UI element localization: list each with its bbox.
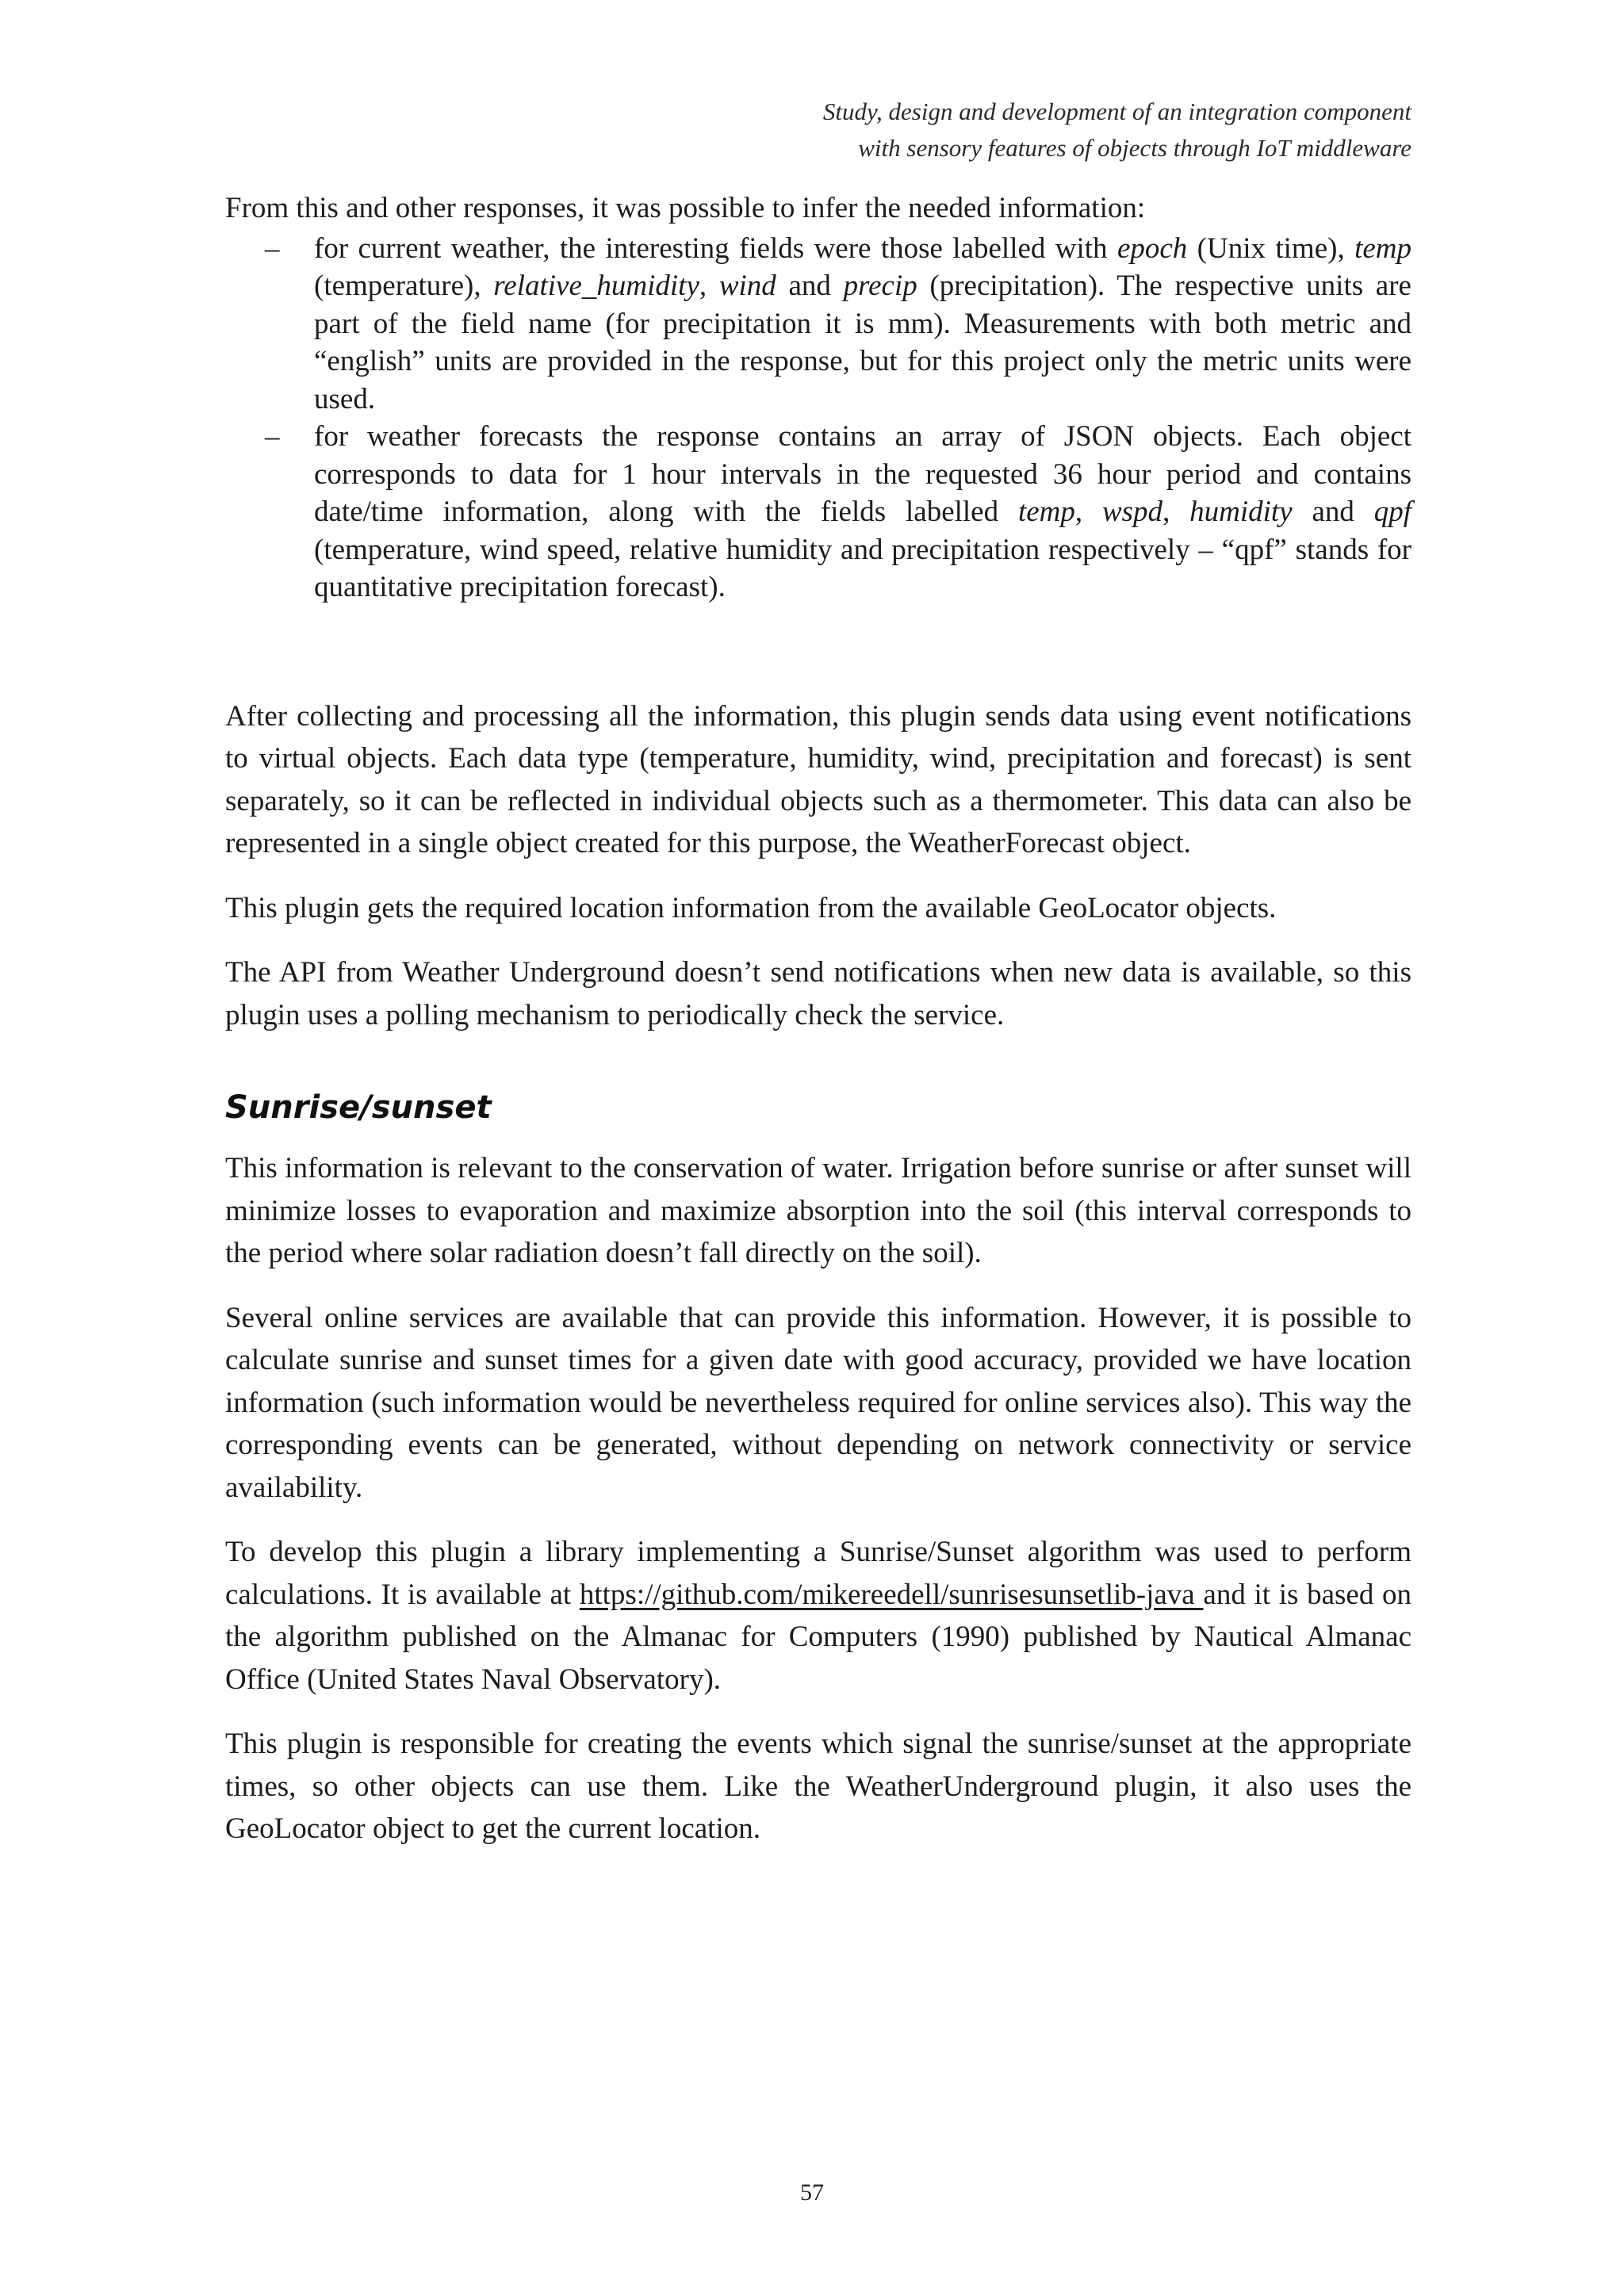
bullet-text: , <box>699 270 719 302</box>
running-header-line-2: with sensory features of objects through IoT middleware <box>858 134 1411 162</box>
list-item-weather-forecasts <box>225 418 1411 607</box>
bullet-text: for current weather, the interesting fields were those labelled with <box>314 232 1117 265</box>
list-item-current-weather <box>225 230 1411 419</box>
paragraph-geolocator: This plugin gets the required location information from the available GeoLocator objects. <box>225 891 1277 924</box>
section-heading: Sunrise/sunset <box>225 1089 492 1126</box>
paragraph-water-conservation: This information is relevant to the conservation of water. Irrigation before sunrise or after sunset will minimize losses to evaporation and maximize absorption into the soil (this interval corresponds to the period where solar radiation doesn’t fall directly on the soil). <box>225 1152 1411 1269</box>
field-name: relative_humidity <box>493 270 699 302</box>
paragraph-polling: The API from Weather Underground doesn’t send notifications when new data is available, so this plugin uses a polling mechanism to periodically check the service. <box>225 956 1411 1031</box>
field-name: wind <box>718 270 776 302</box>
field-name: humidity <box>1189 496 1293 528</box>
spacer <box>225 607 1411 695</box>
bullet-text: , <box>1074 496 1102 528</box>
field-name: precip <box>843 270 917 302</box>
paragraph-online-services: Several online services are available that can provide this information. However, it is possible to calculate sunrise and sunset times for a given date with good accuracy, provided we have location information (such information would be nevertheless required for online services also). This way the corresponding events can be generated, without depending on network connectivity or service availability. <box>225 1301 1411 1504</box>
field-name: temp <box>1017 496 1075 528</box>
field-name: qpf <box>1373 496 1412 528</box>
bullet-text: (precipitation). The respective units are part of the field name (for precipitation it is mm). Measurements with both metric and “english” units are provided in the response, but for this project only the metric units were used. <box>314 270 1411 415</box>
dash-bullet: – <box>265 232 280 265</box>
field-name: epoch <box>1116 232 1188 265</box>
field-list <box>225 230 1411 607</box>
library-text-after: and it is based on the algorithm published on the Almanac for Computers (1990) published by Nautical Almanac Office (United States Naval Observatory). <box>225 1578 1412 1696</box>
bullet-text: (Unix time), <box>1187 232 1355 265</box>
library-text-before: To develop this plugin a library implementing a Sunrise/Sunset algorithm was used to perform calculations. It is available at <box>225 1536 1411 1611</box>
field-name: wspd <box>1101 496 1163 528</box>
bullet-text: , <box>1162 496 1190 528</box>
paragraph-events: This plugin is responsible for creating the events which signal the sunrise/sunset at the appropriate times, so other objects can use them. Like the WeatherUnderground plugin, it also uses the GeoLocator object to get the current location. <box>225 1728 1411 1845</box>
field-name: temp <box>1354 232 1411 265</box>
bullet-text: (temperature, wind speed, relative humidity and precipitation respectively – “qpf” stands for quantitative precipitation forecast). <box>314 533 1411 603</box>
running-header-line-1: Study, design and development of an integration component <box>822 98 1411 125</box>
bullet-text: (temperature), <box>314 270 494 302</box>
spacer <box>225 1509 1411 1531</box>
github-link[interactable]: https://github.com/mikereedell/sunrisesunsetlib-java <box>579 1578 1204 1611</box>
paragraph-event-notifications: After collecting and processing all the information, this plugin sends data using event notifications to virtual objects. Each data type (temperature, humidity, wind, precipitation and forecast) is sent separately, so it can be reflected in individual objects such as a thermometer. This data can also be represented in a single object created for this purpose, the WeatherForecast object. <box>225 699 1411 859</box>
page-number: 57 <box>800 2179 824 2206</box>
bullet-text: and <box>1292 496 1374 528</box>
spacer <box>225 1275 1411 1297</box>
spacer <box>225 1701 1411 1723</box>
running-header <box>460 94 1411 166</box>
intro-paragraph: From this and other responses, it was possible to infer the needed information: <box>225 192 1146 224</box>
bullet-text: and <box>776 270 844 302</box>
spacer <box>225 865 1411 887</box>
bullet-text: for weather forecasts the response contains an array of JSON objects. Each object corresponds to data for 1 hour intervals in the requested 36 hour period and contains date/time information, along with the fields labelled <box>314 420 1411 528</box>
body-content <box>225 187 1411 1850</box>
dash-bullet: – <box>265 420 280 453</box>
spacer <box>225 929 1411 951</box>
paragraph-library <box>225 1531 1411 1701</box>
